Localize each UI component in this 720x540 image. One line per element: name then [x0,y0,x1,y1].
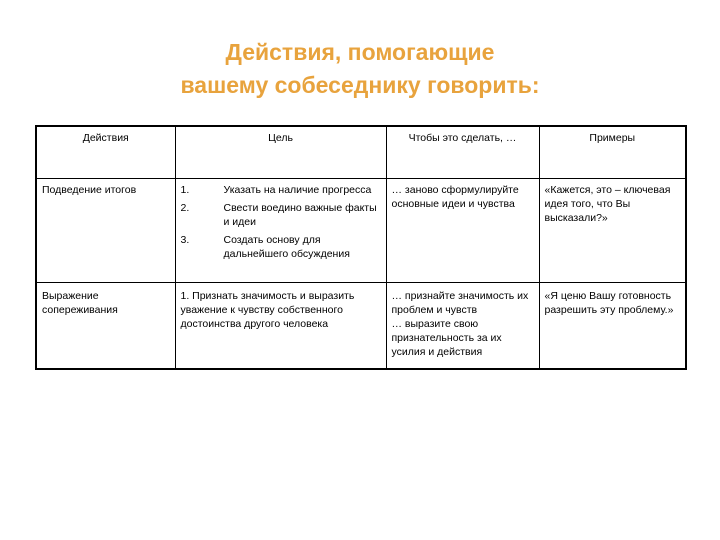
cell-how: … заново сформулируйте основные идеи и чувства [386,179,539,283]
cell-how [386,283,539,370]
goal-list [181,183,381,261]
page-title [0,36,720,102]
goal-text: Свести воедино важные факты и идеи [223,202,377,228]
table-row [36,283,686,370]
cell-action: Подведение итогов [36,179,175,283]
cell-goal [175,179,386,283]
header-how: Чтобы это сделать, … [386,126,539,179]
how-line: … признайте значимость их проблем и чувств [391,290,529,316]
table-header-row [36,126,686,179]
table-row [36,179,686,283]
cell-example: «Кажется, это – ключевая идея того, что Вы высказали?» [539,179,686,283]
title-line-2: вашему собеседнику говорить: [180,72,540,98]
cell-action: Выражение сопереживания [36,283,175,370]
header-examples: Примеры [539,126,686,179]
list-item [181,183,381,197]
cell-example: «Я ценю Вашу готовность разрешить эту проблему.» [539,283,686,370]
actions-table [35,125,687,370]
goal-number: 1. [180,184,190,196]
header-goal: Цель [175,126,386,179]
goal-text: Создать основу для дальнейшего обсуждения [223,234,350,260]
header-actions: Действия [36,126,175,179]
goal-text: Указать на наличие прогресса [223,184,372,196]
cell-goal: 1. Признать значимость и выразить уважение к чувству собственного достоинства другого человека [175,283,386,370]
goal-number: 3. [180,234,190,246]
list-item [181,233,381,261]
list-item [181,201,381,229]
goal-number: 2. [180,202,190,214]
title-line-1: Действия, помогающие [225,39,495,65]
how-line: … выразите свою признательность за их усилия и действия [391,318,502,358]
